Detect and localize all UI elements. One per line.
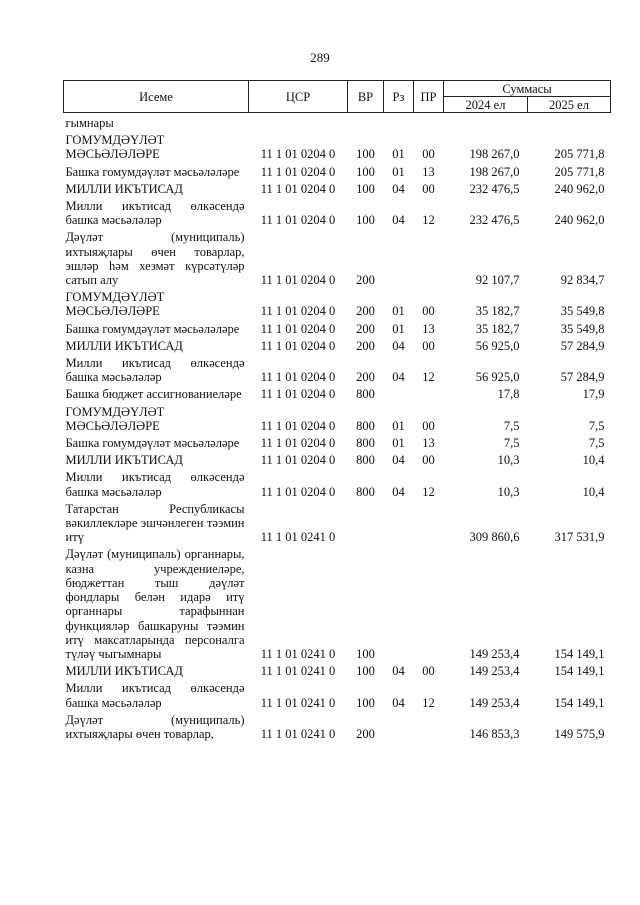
row-pr: [414, 499, 444, 545]
row-name: МИЛЛИ ИКЪТИСАД: [65, 181, 183, 196]
row-name: Дәүләт (муниципаль) ихтыяҗлары өчен товарлар, эшләр һәм хезмәт күрсәтүләр сатып алу: [65, 230, 245, 288]
row-value-2025: 317 531,9: [554, 530, 605, 545]
row-vr: 200: [356, 304, 375, 319]
row-rz: 01: [392, 321, 405, 336]
row-name: МИЛЛИ ИКЪТИСАД: [65, 453, 183, 468]
budget-table-container: [63, 80, 610, 741]
row-pr: 13: [422, 436, 435, 451]
table-row: [64, 162, 611, 179]
table-row: [64, 499, 611, 545]
row-rz: 01: [392, 147, 405, 162]
row-value-2025: 205 771,8: [554, 147, 605, 162]
row-vr: 200: [356, 273, 375, 288]
row-value-2025: 240 962,0: [554, 213, 605, 228]
table-row: [64, 287, 611, 318]
row-value-2024: 17,8: [497, 387, 520, 402]
table-row: [64, 433, 611, 450]
row-csr: 11 1 01 0204 0: [260, 370, 336, 385]
header-csr: ЦСР: [249, 81, 348, 113]
row-name: Башка гомумдәүләт мәсьәләләре: [65, 436, 240, 451]
table-row: [64, 336, 611, 353]
row-rz: 04: [392, 338, 405, 353]
row-vr: 800: [356, 387, 375, 402]
row-pr: [414, 544, 444, 661]
row-csr: 11 1 01 0204 0: [260, 321, 336, 336]
row-rz: 04: [392, 695, 405, 710]
row-csr: 11 1 01 0204 0: [260, 484, 336, 499]
row-rz: 01: [392, 304, 405, 319]
row-rz: 04: [392, 484, 405, 499]
table-row: [64, 353, 611, 384]
row-value-2024: [444, 113, 528, 131]
row-name: Милли икътисад өлкәсендә башка мәсьәләләр: [65, 199, 245, 228]
header-year-2025: 2025 ел: [528, 97, 611, 113]
page-number: 289: [310, 50, 330, 65]
row-value-2025: 10,4: [582, 484, 605, 499]
row-rz: 04: [392, 370, 405, 385]
header-rz: Рз: [384, 81, 414, 113]
table-row: [64, 227, 611, 287]
row-vr: 100: [356, 213, 375, 228]
row-pr: [414, 710, 444, 741]
row-csr: 11 1 01 0241 0: [260, 695, 336, 710]
row-name: МИЛЛИ ИКЪТИСАД: [65, 338, 183, 353]
row-name: Дәүләт (муниципаль) ихтыяҗлары өчен товарлар,: [65, 712, 245, 741]
row-value-2024: 149 253,4: [469, 664, 520, 679]
row-vr: 800: [356, 418, 375, 433]
budget-table: [63, 80, 611, 741]
row-value-2025: 35 549,8: [560, 321, 605, 336]
table-row: [64, 196, 611, 227]
row-csr: 11 1 01 0204 0: [260, 273, 336, 288]
header-year-2024: 2024 ел: [444, 97, 528, 113]
row-csr: 11 1 01 0204 0: [260, 453, 336, 468]
header-pr: ПР: [414, 81, 444, 113]
row-pr: 00: [422, 418, 435, 433]
row-vr: 100: [356, 695, 375, 710]
row-value-2025: 7,5: [588, 418, 605, 433]
table-header: [64, 81, 611, 113]
row-name: гымнары: [65, 116, 114, 130]
row-vr: 200: [356, 321, 375, 336]
row-name: Милли икътисад өлкәсендә башка мәсьәләләр: [65, 681, 245, 710]
row-name: Татарстан Республикасы вәкиллекләре эшчәнлеген тәэмин итү: [65, 501, 245, 545]
row-name: ГОМУМДӘҮЛӘТ МӘСЬӘЛӘЛӘРЕ: [65, 133, 165, 162]
table-row: [64, 467, 611, 498]
row-vr: 800: [356, 453, 375, 468]
row-rz: 04: [392, 181, 405, 196]
row-pr: 13: [422, 164, 435, 179]
row-pr: [414, 227, 444, 287]
row-value-2025: 240 962,0: [554, 181, 605, 196]
row-vr: [348, 499, 384, 545]
row-pr: 00: [422, 304, 435, 319]
header-sums: Суммасы: [444, 81, 611, 97]
row-value-2024: 149 253,4: [469, 646, 520, 661]
row-pr: 13: [422, 321, 435, 336]
row-name: Башка гомумдәүләт мәсьәләләре: [65, 321, 240, 336]
table-row: [64, 661, 611, 678]
table-row: [64, 544, 611, 661]
table-body: [64, 113, 611, 742]
row-vr: 100: [356, 164, 375, 179]
row-value-2024: 7,5: [503, 436, 520, 451]
row-rz: 04: [392, 453, 405, 468]
row-value-2024: 232 476,5: [469, 213, 520, 228]
row-vr: 100: [356, 147, 375, 162]
row-pr: 00: [422, 338, 435, 353]
row-value-2024: 7,5: [503, 418, 520, 433]
table-row: [64, 179, 611, 196]
row-csr: 11 1 01 0204 0: [260, 181, 336, 196]
row-value-2025: 7,5: [588, 436, 605, 451]
row-value-2025: 57 284,9: [560, 370, 605, 385]
row-value-2024: 10,3: [497, 453, 520, 468]
row-pr: [414, 113, 444, 131]
row-value-2025: 57 284,9: [560, 338, 605, 353]
row-vr: 100: [356, 664, 375, 679]
row-name: Башка бюджет ассигнованиеләре: [65, 387, 242, 402]
row-pr: 12: [422, 484, 435, 499]
row-value-2025: 35 549,8: [560, 304, 605, 319]
row-csr: 11 1 01 0204 0: [260, 304, 336, 319]
row-pr: 12: [422, 370, 435, 385]
row-name: МИЛЛИ ИКЪТИСАД: [65, 664, 183, 679]
header-vr: ВР: [348, 81, 384, 113]
row-rz: 01: [392, 418, 405, 433]
row-rz: [384, 227, 414, 287]
row-value-2024: 309 860,6: [469, 530, 520, 545]
row-csr: 11 1 01 0241 0: [260, 726, 336, 741]
row-value-2024: 56 925,0: [475, 370, 520, 385]
row-vr: 200: [356, 726, 375, 741]
row-value-2025: 10,4: [582, 453, 605, 468]
row-pr: 00: [422, 453, 435, 468]
row-pr: 00: [422, 147, 435, 162]
row-pr: [414, 384, 444, 401]
row-value-2025: [528, 113, 611, 131]
row-csr: 11 1 01 0241 0: [260, 646, 336, 661]
table-row: [64, 113, 611, 131]
row-value-2024: 92 107,7: [475, 273, 520, 288]
row-value-2025: 149 575,9: [554, 726, 605, 741]
table-row: [64, 384, 611, 401]
row-csr: 11 1 01 0204 0: [260, 436, 336, 451]
row-vr: 800: [356, 484, 375, 499]
row-csr: 11 1 01 0204 0: [260, 147, 336, 162]
row-vr: 200: [356, 338, 375, 353]
row-name: Милли икътисад өлкәсендә башка мәсьәләләр: [65, 470, 245, 499]
row-name: Башка гомумдәүләт мәсьәләләре: [65, 164, 240, 179]
table-row: [64, 678, 611, 709]
row-vr: 800: [356, 436, 375, 451]
row-rz: 04: [392, 213, 405, 228]
row-value-2025: 154 149,1: [554, 646, 605, 661]
row-value-2025: 205 771,8: [554, 164, 605, 179]
row-rz: 04: [392, 664, 405, 679]
row-rz: 01: [392, 164, 405, 179]
row-vr: 100: [356, 646, 375, 661]
row-value-2024: 56 925,0: [475, 338, 520, 353]
row-value-2025: 17,9: [582, 387, 605, 402]
row-value-2024: 35 182,7: [475, 304, 520, 319]
row-rz: 01: [392, 436, 405, 451]
row-rz: [384, 384, 414, 401]
row-csr: 11 1 01 0241 0: [260, 664, 336, 679]
row-csr: 11 1 01 0204 0: [260, 164, 336, 179]
row-rz: [384, 544, 414, 661]
row-rz: [384, 710, 414, 741]
row-vr: 200: [356, 370, 375, 385]
row-name: ГОМУМДӘҮЛӘТ МӘСЬӘЛӘЛӘРЕ: [65, 404, 165, 433]
row-rz: [384, 113, 414, 131]
row-name: ГОМУМДӘҮЛӘТ МӘСЬӘЛӘЛӘРЕ: [65, 290, 165, 319]
table-row: [64, 130, 611, 161]
table-row: [64, 710, 611, 741]
table-row: [64, 319, 611, 336]
row-pr: 12: [422, 695, 435, 710]
row-vr: [348, 113, 384, 131]
table-row: [64, 450, 611, 467]
table-row: [64, 402, 611, 433]
row-vr: 100: [356, 181, 375, 196]
row-value-2025: 154 149,1: [554, 664, 605, 679]
row-csr: 11 1 01 0204 0: [260, 338, 336, 353]
row-csr: 11 1 01 0241 0: [260, 530, 336, 545]
row-csr: [249, 113, 348, 131]
row-value-2025: 92 834,7: [560, 273, 605, 288]
row-value-2024: 198 267,0: [469, 147, 520, 162]
row-csr: 11 1 01 0204 0: [260, 418, 336, 433]
row-pr: 00: [422, 664, 435, 679]
row-pr: 12: [422, 213, 435, 228]
row-value-2024: 10,3: [497, 484, 520, 499]
row-value-2024: 198 267,0: [469, 164, 520, 179]
row-value-2025: 154 149,1: [554, 695, 605, 710]
row-name: Милли икътисад өлкәсендә башка мәсьәләләр: [65, 356, 245, 385]
header-name: Исеме: [64, 81, 249, 113]
row-csr: 11 1 01 0204 0: [260, 213, 336, 228]
row-name: Дәүләт (муниципаль) органнары, казна учреждениеләре, бюджеттан тыш дәүләт фондлары белән идарә итү органнары тарафыннан функцияләр башкаруны тәэмин итү максатларында персоналга түләү чыгымнары: [65, 547, 245, 661]
row-value-2024: 149 253,4: [469, 695, 520, 710]
row-value-2024: 146 853,3: [469, 726, 520, 741]
row-rz: [384, 499, 414, 545]
row-value-2024: 35 182,7: [475, 321, 520, 336]
row-value-2024: 232 476,5: [469, 181, 520, 196]
row-csr: 11 1 01 0204 0: [260, 387, 336, 402]
row-pr: 00: [422, 181, 435, 196]
